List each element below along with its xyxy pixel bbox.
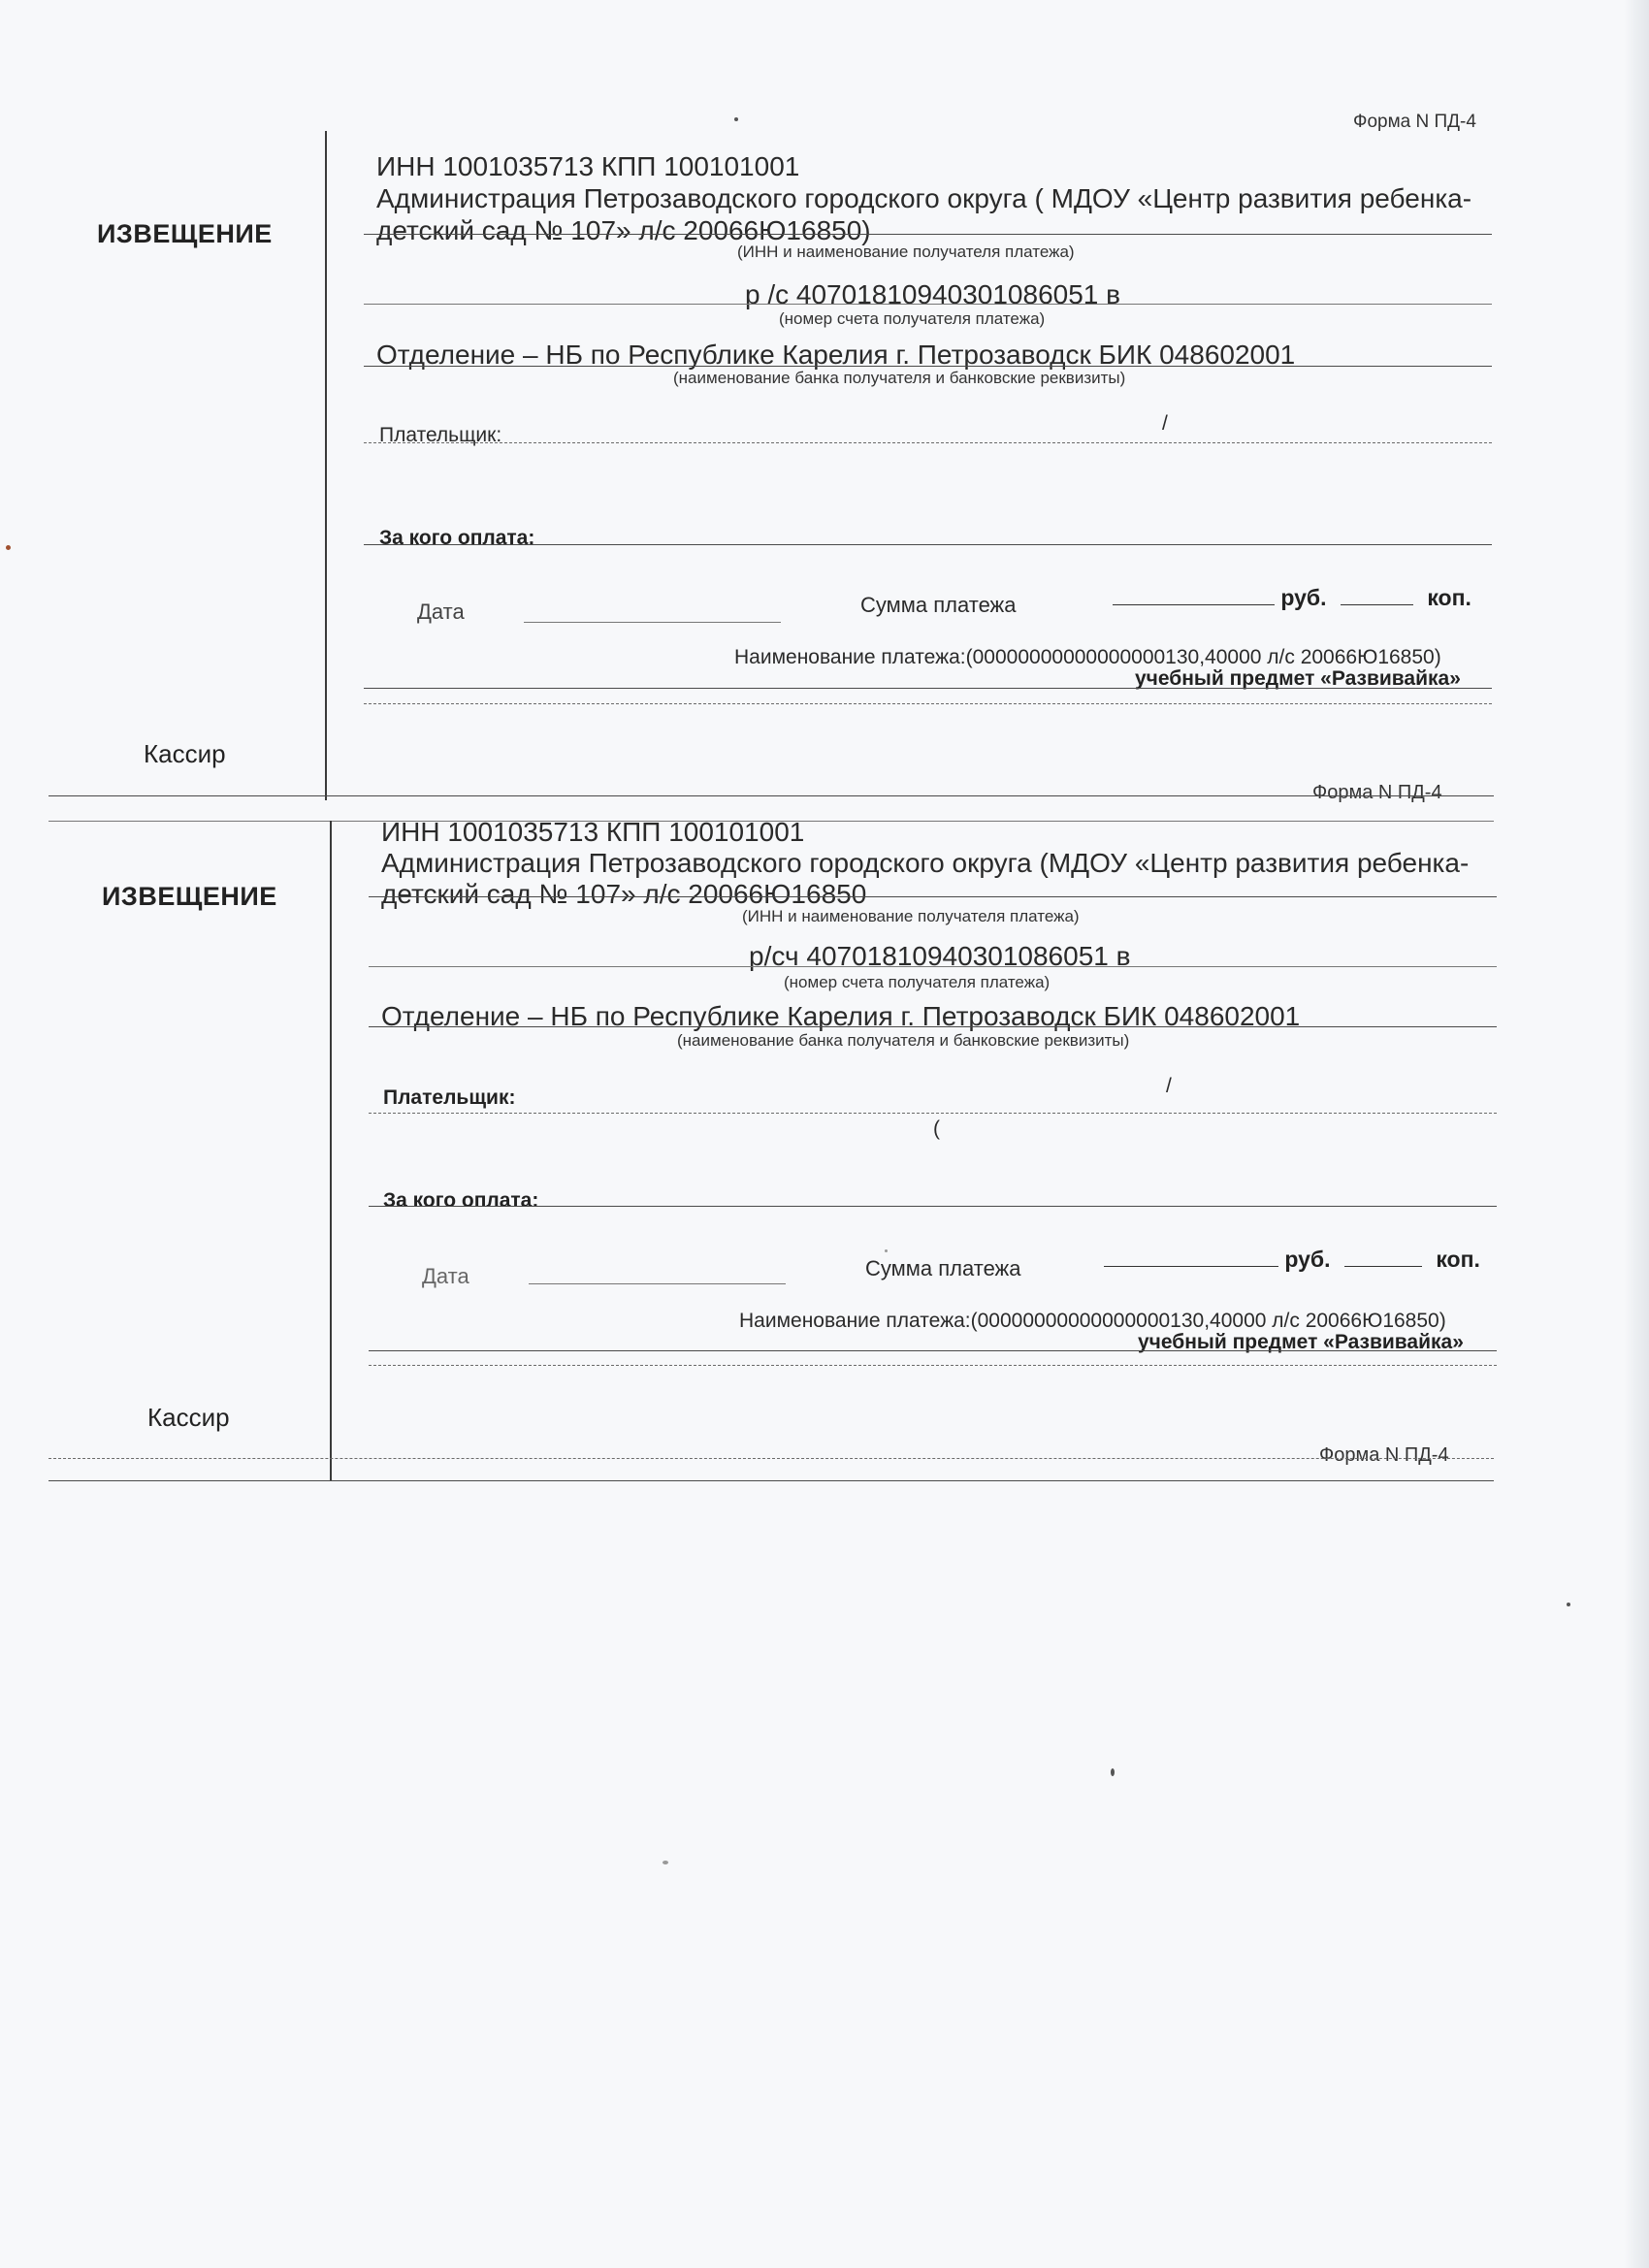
account-caption: (номер счета получателя платежа): [779, 309, 1046, 328]
vertical-divider: [325, 131, 327, 800]
payer-label: Плательщик:: [383, 1086, 516, 1109]
bottom-form-number: Форма N ПД-4: [1312, 782, 1442, 803]
recipient-inn-kpp: ИНН 1001035713 КПП 100101001: [381, 817, 805, 847]
payment-purpose: Наименование платежа:(00000000000000000130,40000 л/с 20066Ю16850): [734, 646, 1441, 668]
scan-speck: [734, 117, 738, 121]
cut-line: [48, 795, 1494, 796]
rub-label: руб.: [1280, 585, 1327, 610]
kop-label: коп.: [1436, 1247, 1480, 1272]
payment-subject: учебный предмет «Развивайка»: [1135, 667, 1461, 690]
cashier-label: Кассир: [144, 739, 226, 768]
bank-underline: [369, 1026, 1497, 1027]
purpose-underline: [369, 1350, 1497, 1351]
account-number: р/сч 40701810940301086051 в: [749, 941, 1131, 971]
rub-field[interactable]: [1104, 1247, 1278, 1267]
scan-page-edge: [1624, 0, 1649, 2268]
date-label: Дата: [417, 599, 465, 624]
form-number: Форма N ПД-4: [1353, 112, 1476, 132]
notice-title: ИЗВЕЩЕНИЕ: [97, 219, 273, 248]
date-label: Дата: [422, 1264, 469, 1288]
payment-purpose: Наименование платежа:(00000000000000000130,40000 л/с 20066Ю16850): [739, 1310, 1446, 1332]
cut-line: [48, 1458, 1494, 1459]
rub-label: руб.: [1284, 1247, 1331, 1272]
recipient-caption: (ИНН и наименование получателя платежа): [737, 243, 1075, 261]
bank-details: Отделение – НБ по Республике Карелия г. Петрозаводск БИК 048602001: [381, 1001, 1301, 1031]
sum-label: Сумма платежа: [860, 593, 1017, 617]
account-underline: [369, 966, 1497, 967]
for-whom-field-line[interactable]: [364, 544, 1492, 545]
recipient-name-line: детский сад № 107» л/с 20066Ю16850: [381, 879, 867, 909]
recipient-inn-kpp: ИНН 1001035713 КПП 100101001: [376, 151, 800, 181]
account-underline: [364, 304, 1492, 305]
date-field-line[interactable]: [524, 622, 781, 623]
scan-speck: [663, 1861, 668, 1864]
bank-underline: [364, 366, 1492, 367]
recipient-name-line: Администрация Петрозаводского городского округа (МДОУ «Центр развития ребенка-: [381, 848, 1470, 878]
kop-field[interactable]: [1341, 585, 1413, 605]
recipient-underline: [364, 234, 1492, 235]
for-whom-label: За кого оплата:: [379, 527, 535, 549]
date-field-line[interactable]: [529, 1283, 786, 1284]
sum-amount-row: [1113, 585, 1471, 611]
account-number: р /с 40701810940301086051 в: [745, 279, 1121, 309]
payer-field-line[interactable]: [369, 1113, 1497, 1114]
for-whom-label: За кого оплата:: [383, 1189, 539, 1212]
recipient-name-line: Администрация Петрозаводского городского округа ( МДОУ «Центр развития ребенка-: [376, 183, 1472, 213]
notice-title: ИЗВЕЩЕНИЕ: [102, 882, 277, 911]
recipient-name-line: детский сад № 107» л/с 20066Ю16850): [376, 215, 871, 245]
payer-slash: /: [1166, 1075, 1172, 1097]
for-whom-field-line[interactable]: [369, 1206, 1497, 1207]
purpose-dotted-line: [369, 1365, 1497, 1366]
bank-caption: (наименование банка получателя и банковские реквизиты): [677, 1031, 1130, 1050]
bank-caption: (наименование банка получателя и банковские реквизиты): [673, 369, 1126, 387]
cut-line: [48, 1480, 1494, 1481]
scan-speck: [1567, 1603, 1570, 1606]
recipient-caption: (ИНН и наименование получателя платежа): [742, 907, 1080, 925]
payer-label: Плательщик:: [379, 424, 502, 446]
bottom-form-number: Форма N ПД-4: [1319, 1444, 1449, 1466]
payer-slash: /: [1162, 412, 1168, 435]
account-caption: (номер счета получателя платежа): [784, 973, 1051, 991]
kop-field[interactable]: [1344, 1247, 1422, 1267]
bank-details: Отделение – НБ по Республике Карелия г. Петрозаводск БИК 048602001: [376, 340, 1296, 370]
scan-speck: [1111, 1768, 1115, 1776]
scan-speck: [885, 1249, 888, 1252]
sum-amount-row: [1104, 1247, 1480, 1273]
vertical-divider: [330, 821, 332, 1480]
payer-field-line[interactable]: [364, 442, 1492, 443]
payment-subject: учебный предмет «Развивайка»: [1138, 1331, 1464, 1353]
purpose-dotted-line: [364, 703, 1492, 704]
recipient-underline: [369, 896, 1497, 897]
cashier-label: Кассир: [147, 1403, 230, 1432]
payer-stray-mark: (: [933, 1118, 940, 1140]
purpose-underline: [364, 688, 1492, 689]
sum-label: Сумма платежа: [865, 1256, 1021, 1280]
kop-label: коп.: [1427, 585, 1471, 610]
scan-speck: [6, 545, 11, 550]
rub-field[interactable]: [1113, 585, 1275, 605]
